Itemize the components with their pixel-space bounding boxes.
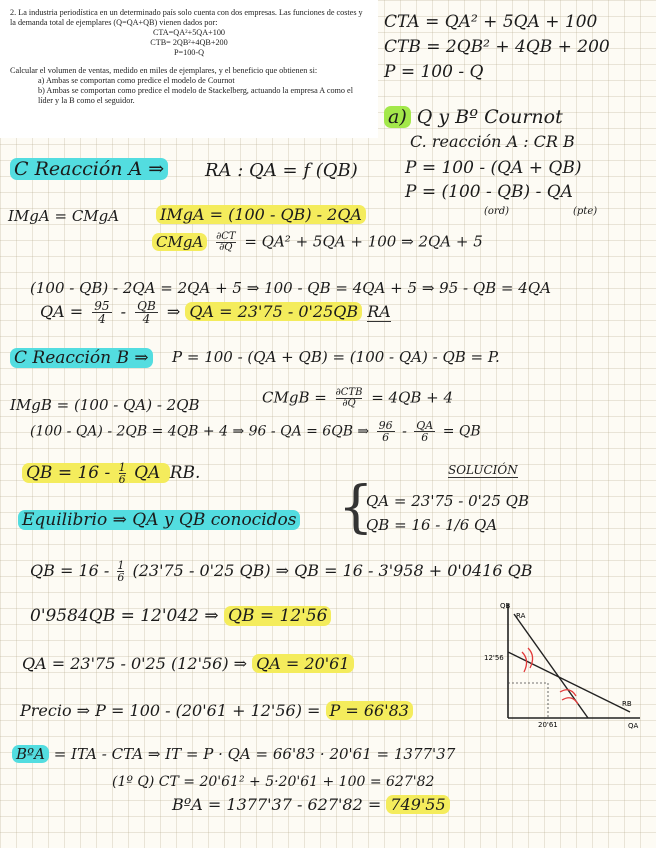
solution-heading [448,464,518,476]
graph-y-axis-label: QB [500,602,511,610]
solve-qb-text: 0'9584QB = 12'042 ⇒ [30,606,219,626]
profit-a-definition [12,747,455,762]
cmg-b-den: ∂Q [342,398,356,409]
ra-definition: RA : QA = f (QB) [205,160,358,181]
graph-x-axis-label: QA [628,722,639,730]
system-eq-2: QB = 16 - 1/6 QA [366,516,498,534]
cmg-a-rest: = QA² + 5QA + 100 ⇒ 2QA + 5 [244,232,483,251]
problem-eq-ctb: CTB= 2QB²+4QB+200 [150,38,228,47]
qb-reaction-lhs: QB = 16 - [26,463,111,483]
problem-item-b: b) Ambas se comportan como predice el modelo de Stackelberg, actuando la empresa A como el líder y la B como el seguidor. [38,86,353,105]
profit-a-calc: BºA = 1377'37 - 627'82 = [172,795,382,814]
substitution-lhs: QB = 16 - [30,561,110,580]
part-a-title: Q y Bº Cournot [416,106,563,128]
profit-a-cost-text: CT = 20'61² + 5·20'61 + 100 = 627'82 [158,774,435,790]
problem-eq-demand: P=100-Q [173,48,205,57]
rb-tag: RB. [169,463,201,483]
note-demand: P = 100 - Q [384,62,484,82]
note-cta: CTA = QA² + 5QA + 100 [384,12,598,32]
qb-step-fraction-2-den: 6 [421,431,429,444]
substitution-step [30,560,533,583]
problem-intro: 2. La industria periodística en un determinado país solo cuenta con dos empresas. Las funciones de costes y la demanda total de ejemplares (Q=QA+QB) vienen dados por: [10,8,363,27]
price-calc: Precio ⇒ P = 100 - (20'61 + 12'56) = [20,701,321,720]
problem-eq-cta: CTA=QA²+5QA+100 [152,28,226,37]
reaction-a-heading [10,160,168,179]
qb-step-fraction-2 [414,420,435,443]
qa-minus: - [120,302,127,321]
solve-qa [22,656,354,672]
graph-arc-1 [528,648,533,668]
reaction-b-label: C Reacción B ⇒ [10,348,153,368]
qa-fraction-1-num: 95 [94,299,110,313]
qb-reaction [22,462,200,485]
qa-label: QA = [40,302,84,321]
img-b: IMgB = (100 - QA) - 2QB [10,396,200,414]
reaction-b-price: P = 100 - (QA + QB) = (100 - QA) - QB = P. [172,348,500,366]
profit-a-cost-tag: (1º Q) [112,774,155,790]
qb-reaction-fraction [119,462,126,485]
qb-step-fraction-1-num: 96 [378,419,393,432]
substitution-rhs: (23'75 - 0'25 QB) ⇒ QB = 16 - 3'958 + 0'0416 QB [132,561,533,580]
reaction-a-step-2 [40,300,391,325]
qa-fraction-2-den: 4 [142,312,151,326]
equilibrium-heading [18,512,300,529]
qb-step-fraction-1 [377,420,395,443]
graph-arc-2 [522,652,527,672]
cmg-b [262,388,453,409]
substitution-fraction-num: 1 [117,559,125,572]
graph-tick-qa: 20'61 [538,721,558,729]
qb-reaction-rhs: QA [134,463,161,483]
graph-arc-4 [562,698,578,704]
price-sub-pte: (pte) [573,206,598,217]
qa-fraction-2 [135,300,158,325]
cmg-a-num: ∂CT [216,231,236,242]
cmg-b-num: ∂CTB [335,387,363,398]
reaction-curves-graph [470,596,650,736]
cmg-a [152,232,483,253]
qa-final: QA = 20'61 [252,654,353,673]
cmg-b-label: CMgB = [262,388,327,407]
reaction-b-step-1 [30,420,481,443]
cmg-b-fraction [336,388,363,409]
img-a [156,207,366,223]
note-ctb: CTB = 2QB² + 4QB + 200 [384,37,610,57]
reaction-a-step-1: (100 - QB) - 2QA = 2QA + 5 ⇒ 100 - QB = 4QA + 5 ⇒ 95 - QB = 4QA [30,279,551,297]
qa-fraction-1 [92,300,111,325]
qa-reaction-result: QA = 23'75 - 0'25QB [185,302,362,321]
graph-ra-label: RA [516,612,526,620]
reaction-b-heading [10,350,153,367]
problem-item-a: a) Ambas se comportan como predice el modelo de Cournot [38,76,235,85]
ra-tag: RA [367,302,391,321]
price-eq-1: P = 100 - (QA + QB) [405,158,582,178]
qb-step-fraction-2-num: QA [416,419,434,432]
system-eq-1: QA = 23'75 - 0'25 QB [366,492,529,510]
qb-step-end: = QB [442,423,481,440]
equilibrium-label: Equilibrio ⇒ QA y QB conocidos [18,510,300,530]
qa-fraction-1-den: 4 [98,312,106,326]
cmg-a-fraction [216,232,236,253]
part-a-label: a) [384,106,411,128]
profit-a-final: 749'55 [386,795,449,814]
price-sub-ord: (ord) [484,206,510,217]
price-eq-2: P = (100 - QB) - QA [405,182,573,202]
substitution-fraction-den: 6 [117,571,125,584]
profit-a-cost [112,775,434,789]
reaction-a-label: C Reacción A ⇒ [10,158,168,180]
price-final: P = 66'83 [326,701,413,720]
profit-a-revenue: = ITA - CTA ⇒ IT = P · QA = 66'83 · 20'61 = 1377'37 [53,745,456,763]
solution-label: SOLUCIÓN [448,463,518,477]
substitution-fraction [117,560,124,583]
qb-reaction-fraction-num: 1 [118,461,126,474]
qb-reaction-fraction-den: 6 [118,473,126,486]
qb-step-minus: - [402,423,407,440]
img-a-text: IMgA = (100 - QB) - 2QA [156,205,366,224]
img-equals-cmg: IMgA = CMgA [8,207,120,225]
qb-reaction-highlight [22,461,170,486]
cmg-a-den: ∂Q [219,242,233,253]
problem-statement [0,0,378,138]
solve-qa-text: QA = 23'75 - 0'25 (12'56) ⇒ [22,654,248,673]
graph-rb-label: RB [622,700,632,708]
system-brace: { [338,475,374,540]
cmg-b-rest: = 4QB + 4 [371,388,454,407]
part-a-heading [384,108,563,127]
qa-arrow: ⇒ [166,302,181,321]
qa-fraction-2-num: QB [137,299,156,313]
qb-step-fraction-1-den: 6 [382,431,390,444]
graph-tick-qb: 12'56 [484,654,504,662]
qb-final: QB = 12'56 [224,606,331,626]
problem-question: Calcular el volumen de ventas, medido en miles de ejemplares, y el beneficio que obtienen si: [10,66,318,75]
cmg-a-label: CMgA [152,233,207,251]
profit-a-label: BºA [12,745,49,763]
profit-a-result [172,797,450,813]
price-result [20,703,413,719]
reaction-b-step-1-text: (100 - QA) - 2QB = 4QB + 4 ⇒ 96 - QA = 6QB ⇒ [30,423,370,440]
reaction-note: C. reacción A : CR B [410,132,575,151]
solve-qb [30,608,331,625]
